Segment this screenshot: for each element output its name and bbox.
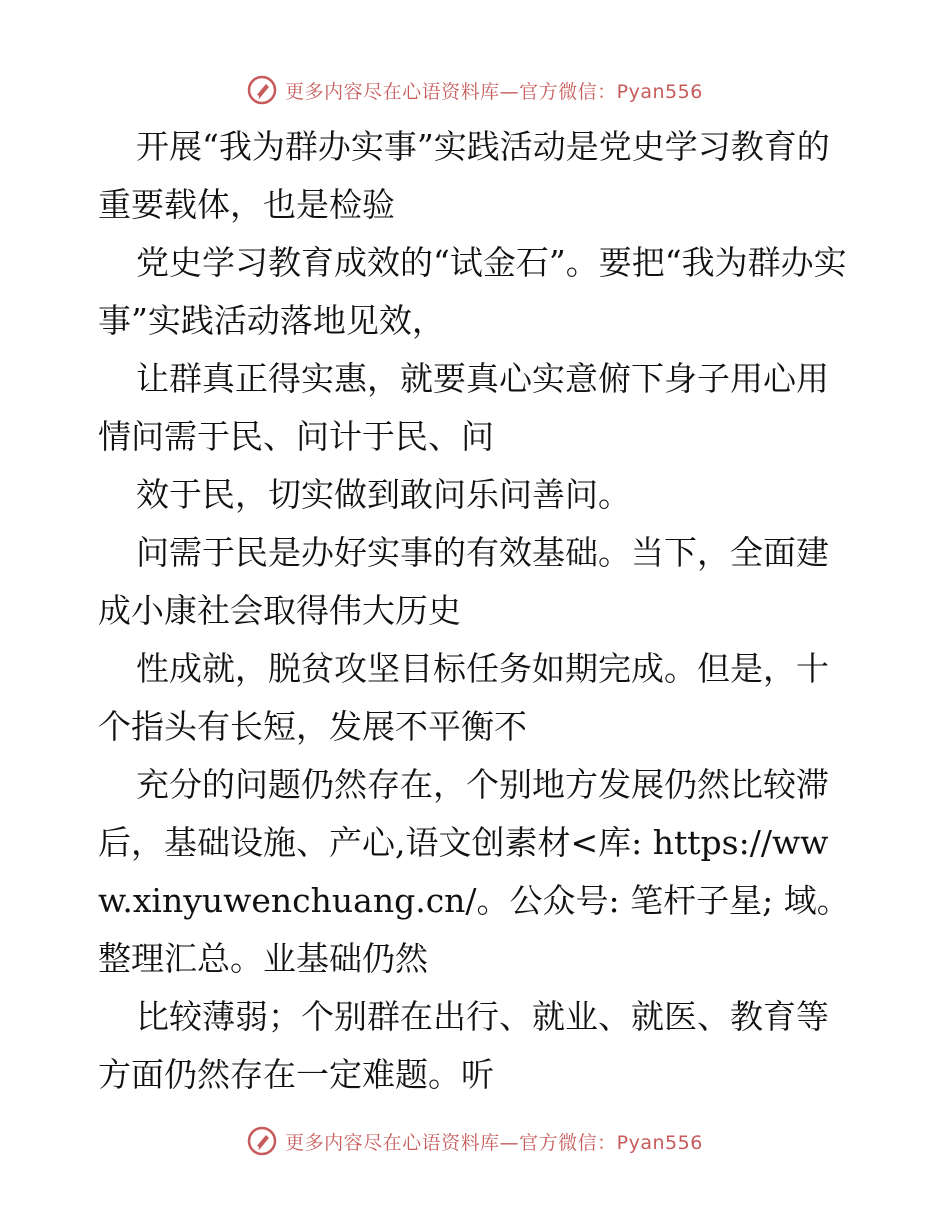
paragraph: 党史学习教育成效的“试金石”。要把“我为群办实事”实践活动落地见效， [98, 243, 847, 340]
paragraph: 比较薄弱；个别群在出行、就业、就医、教育等方面仍然存在一定难题。听 [98, 997, 829, 1094]
paragraph: 让群真正得实惠，就要真心实意俯下身子用心用情问需于民、问计于民、问 [98, 359, 829, 456]
header-banner [0, 70, 950, 110]
paragraph: 性成就，脱贫攻坚目标任务如期完成。但是，十个指头有长短，发展不平衡不 [98, 649, 829, 746]
paragraph: 开展“我为群办实事”实践活动是党史学习教育的重要载体，也是检验 [98, 127, 830, 224]
paragraph: 效于民，切实做到敢问乐问善问。 [136, 475, 631, 514]
header-banner-text: 更多内容尽在心语资料库—官方微信：Pyan556 [285, 80, 703, 103]
footer-banner [0, 1121, 950, 1161]
paragraph: 充分的问题仍然存在，个别地方发展仍然比较滞后，基础设施、产心,语文创素材<库: https://www.xinyuwenchuang.cn/。公众号: 笔杆子星; 域。整理汇总。业基础仍然 [98, 765, 850, 978]
pen-logo-icon [247, 75, 277, 105]
footer-banner-text: 更多内容尽在心语资料库—官方微信：Pyan556 [285, 1131, 703, 1154]
paragraph: 问需于民是办好实事的有效基础。当下，全面建成小康社会取得伟大历史 [98, 533, 829, 630]
document-body [98, 118, 858, 1104]
pen-logo-icon [247, 1126, 277, 1156]
